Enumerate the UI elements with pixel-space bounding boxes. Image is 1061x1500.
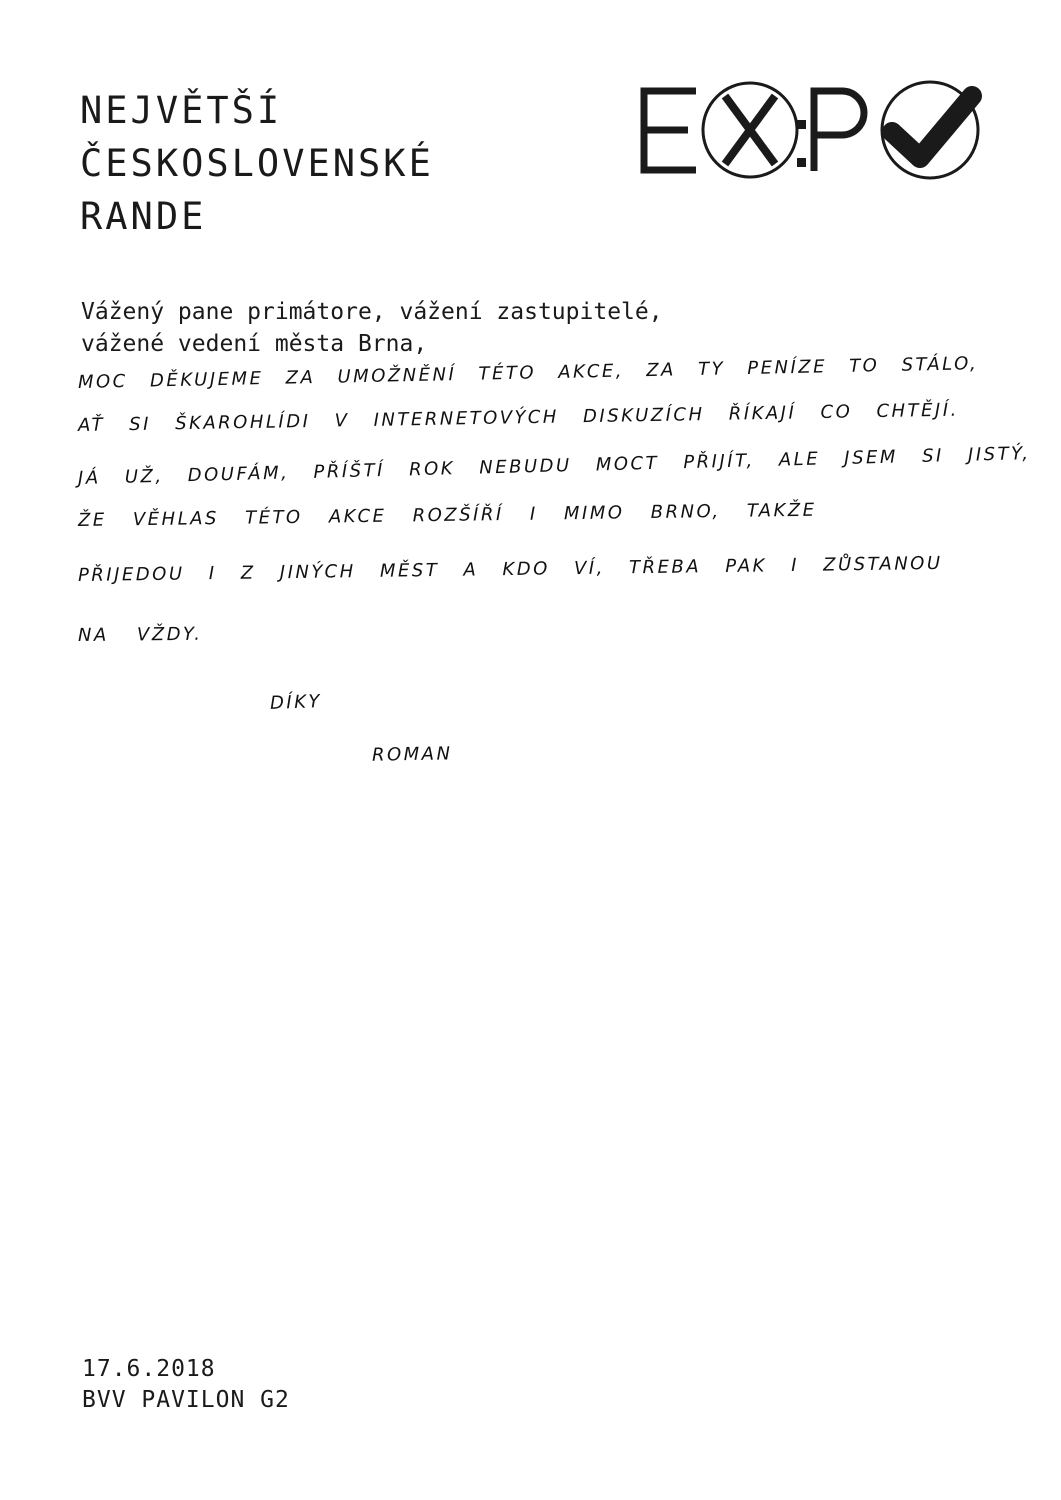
handwritten-line-1: MOC DĚKUJEME ZA UMOŽNĚNÍ TÉTO AKCE, ZA TY PENÍZE TO STÁLO, bbox=[77, 353, 979, 393]
salutation-line-2: vážené vedení města Brna, bbox=[81, 331, 428, 357]
title-line-1: NEJVĚTŠÍ bbox=[80, 89, 283, 132]
event-venue: BVV PAVILON G2 bbox=[82, 1387, 290, 1413]
handwritten-line-4: ŽE VĚHLAS TÉTO AKCE ROZŠÍŘÍ I MIMO BRNO, TAKŽE bbox=[77, 499, 817, 531]
logo-letter-e bbox=[644, 91, 696, 170]
page-title bbox=[80, 84, 434, 243]
letter-salutation bbox=[81, 296, 663, 360]
handwritten-line-2: AŤ SI ŠKAROHLÍDI V INTERNETOVÝCH DISKUZÍCH ŘÍKAJÍ CO CHTĚJÍ. bbox=[77, 399, 959, 436]
expo-logo bbox=[636, 78, 986, 182]
title-line-3: RANDE bbox=[80, 195, 207, 238]
letter-signature: ROMAN bbox=[371, 743, 453, 766]
check-icon bbox=[892, 96, 972, 158]
title-line-2: ČESKOSLOVENSKÉ bbox=[80, 142, 434, 185]
salutation-line-1: Vážený pane primátore, vážení zastupitelé, bbox=[81, 299, 663, 325]
logo-letter-x bbox=[725, 96, 775, 164]
logo-letter-p bbox=[814, 91, 864, 171]
event-date: 17.6.2018 bbox=[82, 1356, 216, 1382]
event-footer bbox=[82, 1354, 290, 1416]
handwritten-line-6: NA VŽDY. bbox=[77, 623, 203, 646]
handwritten-line-3: JÁ UŽ, DOUFÁM, PŘÍŠTÍ ROK NEBUDU MOCT PŘIJÍT, ALE JSEM SI JISTÝ, bbox=[77, 443, 1031, 489]
letter-closing: DÍKY bbox=[269, 691, 323, 714]
handwritten-line-5: PŘIJEDOU I Z JINÝCH MĚST A KDO VÍ, TŘEBA PAK I ZŮSTANOU bbox=[77, 552, 943, 586]
